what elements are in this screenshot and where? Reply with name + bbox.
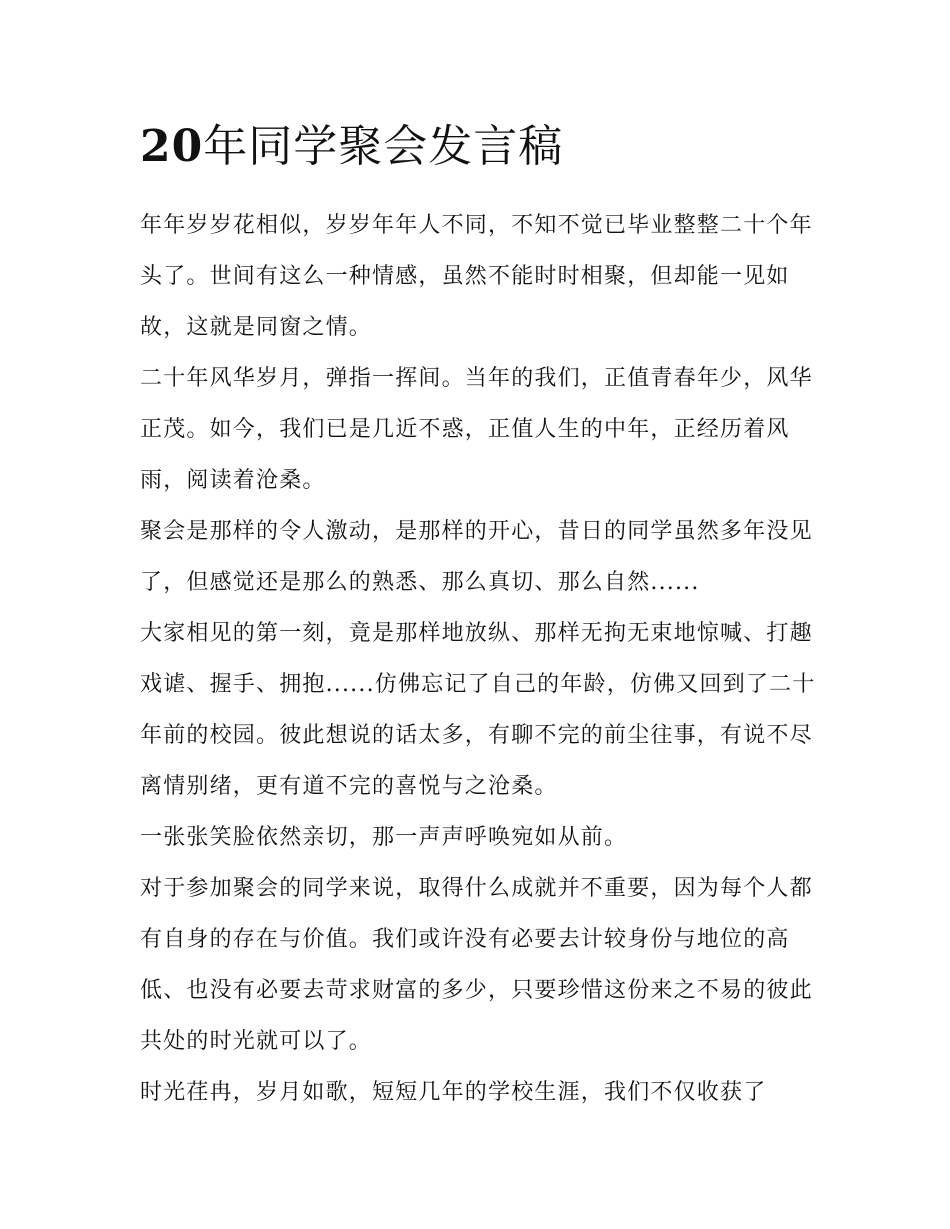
- title-text: 年同学聚会发言稿: [203, 121, 564, 172]
- paragraph: 对于参加聚会的同学来说，取得什么成就并不重要，因为每个人都有自身的存在与价值。我们或许没有必要去计较身份与地位的高低、也没有必要去苛求财富的多少，只要珍惜这份来之不易的彼此共处的时光就可以了。: [140, 876, 813, 1054]
- paragraph: 一张张笑脸依然亲切，那一声声呼唤宛如从前。: [140, 825, 628, 850]
- paragraph: 年年岁岁花相似，岁岁年年人不同，不知不觉已毕业整整二十个年头了。世间有这么一种情感，虽然不能时时相聚，但却能一见如故，这就是同窗之情。: [140, 213, 813, 340]
- paragraph: 聚会是那样的令人激动，是那样的开心，昔日的同学虽然多年没见了，但感觉还是那么的熟悉、那么真切、那么自然......: [140, 519, 813, 595]
- document-page: [140, 112, 830, 1118]
- paragraph: 二十年风华岁月，弹指一挥间。当年的我们，正值青春年少，风华正茂。如今，我们已是几近不惑，正值人生的中年，正经历着风雨，阅读着沧桑。: [140, 366, 813, 493]
- paragraph: 时光荏冉，岁月如歌，短短几年的学校生涯，我们不仅收获了: [140, 1080, 767, 1105]
- title-number: 20: [140, 121, 204, 172]
- page-title: [140, 112, 830, 182]
- paragraph: 大家相见的第一刻，竟是那样地放纵、那样无拘无束地惊喊、打趣戏谑、握手、拥抱......仿佛忘记了自己的年龄，仿佛又回到了二十年前的校园。彼此想说的话太多，有聊不完的前尘往事，有说不尽离情别绪，更有道不完的喜悦与之沧桑。: [140, 621, 816, 799]
